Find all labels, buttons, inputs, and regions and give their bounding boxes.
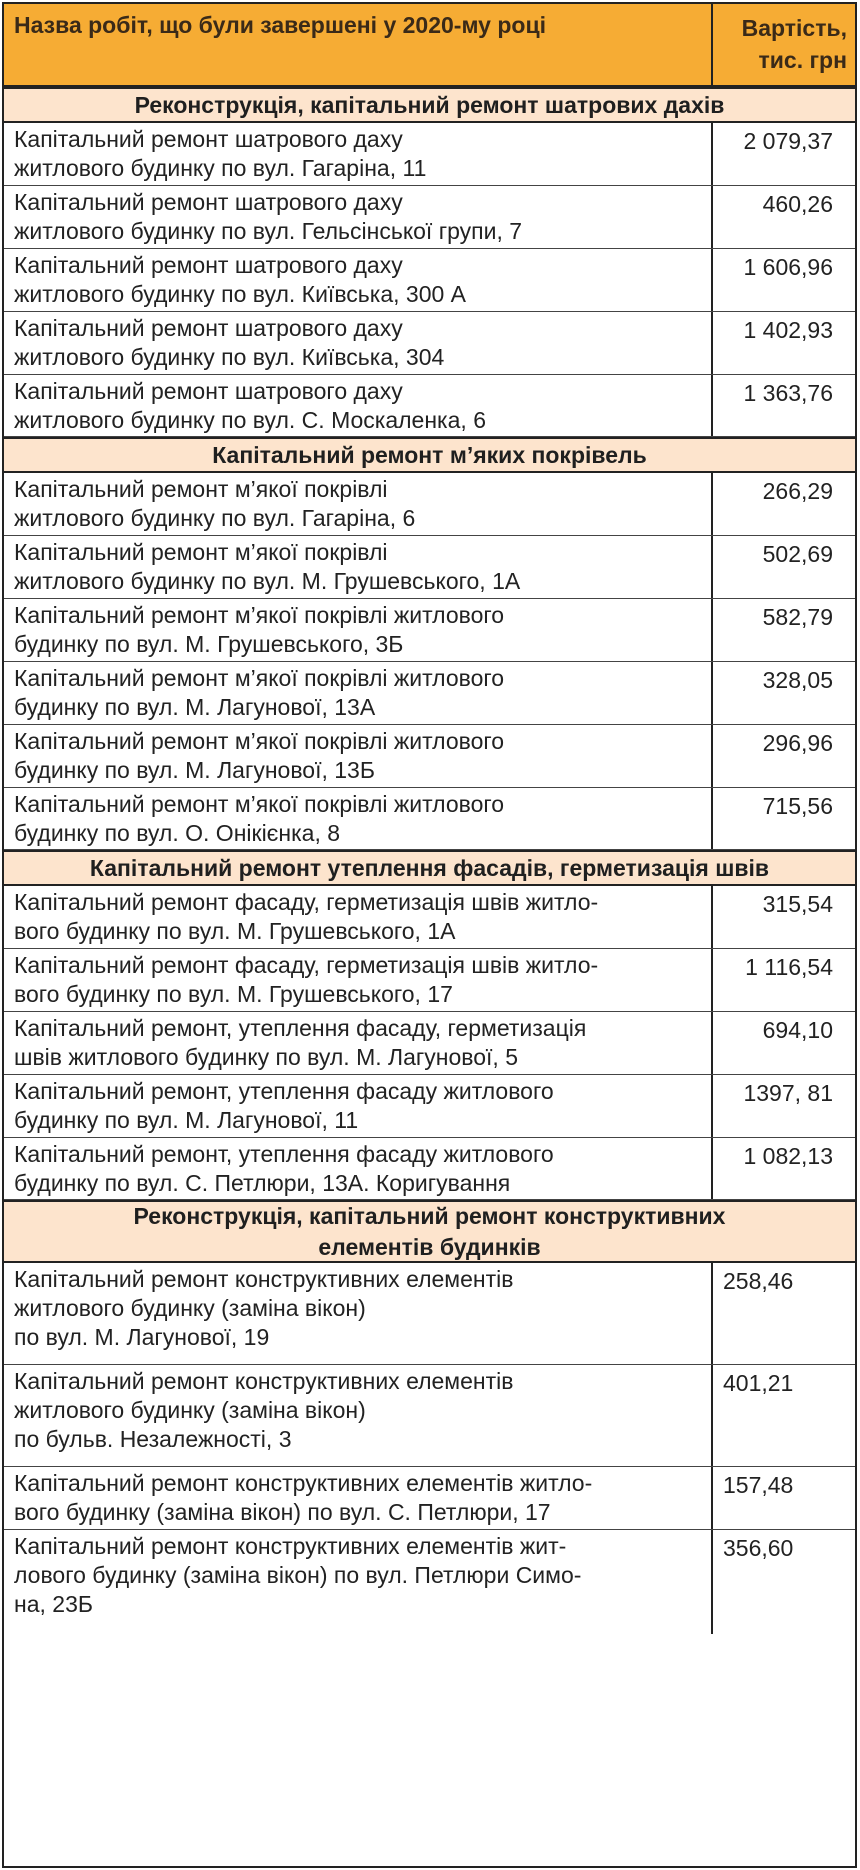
table-row <box>4 312 855 375</box>
row-name <box>4 1012 713 1074</box>
row-name-line: Капітальний ремонт м’якої покрівлі <box>14 476 388 502</box>
row-name-line: житлового будинку по вул. Гельсінської групи, 7 <box>14 218 523 244</box>
table-row <box>4 599 855 662</box>
row-name-line: швів житлового будинку по вул. М. Лагунової, 5 <box>14 1044 518 1070</box>
row-name-line: будинку по вул. О. Онікієнка, 8 <box>14 820 341 846</box>
row-name-line: будинку по вул. М. Лагунової, 13А <box>14 694 376 720</box>
row-cost: 694,10 <box>762 1017 833 1043</box>
row-name <box>4 536 713 598</box>
row-cost: 1 082,13 <box>743 1143 833 1169</box>
row-name-line: Капітальний ремонт фасаду, герметизація швів житло- <box>14 952 599 978</box>
row-name <box>4 375 713 436</box>
header-cost-line2: тис. грн <box>758 47 847 73</box>
row-cost: 315,54 <box>762 891 833 917</box>
table-row <box>4 186 855 249</box>
row-cost: 258,46 <box>723 1268 794 1294</box>
row-name <box>4 473 713 535</box>
row-name <box>4 1365 713 1466</box>
row-name-line: Капітальний ремонт м’якої покрівлі житлового <box>14 665 505 691</box>
row-name <box>4 949 713 1011</box>
row-name-line: будинку по вул. М. Лагунової, 11 <box>14 1107 359 1133</box>
row-name-line: Капітальний ремонт м’якої покрівлі житлового <box>14 791 505 817</box>
row-name <box>4 249 713 311</box>
row-cost: 502,69 <box>762 541 833 567</box>
row-name-line: Капітальний ремонт м’якої покрівлі житлового <box>14 602 505 628</box>
row-name-line: будинку по вул. С. Петлюри, 13А. Коригування <box>14 1170 511 1196</box>
row-name <box>4 599 713 661</box>
section-title <box>4 1200 855 1263</box>
row-name-line: Капітальний ремонт, утеплення фасаду житлового <box>14 1141 554 1167</box>
row-cost: 296,96 <box>762 730 833 756</box>
row-name-line: будинку по вул. М. Грушевського, 3Б <box>14 631 404 657</box>
row-name <box>4 662 713 724</box>
row-name-line: вого будинку по вул. М. Грушевського, 1А <box>14 918 456 944</box>
row-name-line: лового будинку (заміна вікон) по вул. Петлюри Симо- <box>14 1562 582 1588</box>
row-name-line: по вул. М. Лагунової, 19 <box>14 1324 270 1350</box>
table-row <box>4 249 855 312</box>
row-name-line: Капітальний ремонт конструктивних елементів <box>14 1266 514 1292</box>
table-row <box>4 1138 855 1200</box>
row-name <box>4 1075 713 1137</box>
row-cost: 1 402,93 <box>743 317 833 343</box>
row-name-line: на, 23Б <box>14 1591 93 1617</box>
table-row <box>4 725 855 788</box>
row-name-line: Капітальний ремонт шатрового даху <box>14 315 403 341</box>
row-name-line: житлового будинку по вул. С. Москаленка, 6 <box>14 407 486 433</box>
table-row <box>4 1075 855 1138</box>
row-cost: 266,29 <box>762 478 833 504</box>
section-title-line: Реконструкція, капітальний ремонт конструктивних <box>133 1202 726 1229</box>
row-name <box>4 186 713 248</box>
row-name-line: будинку по вул. М. Лагунової, 13Б <box>14 757 375 783</box>
row-name-line: Капітальний ремонт конструктивних елементів житло- <box>14 1470 593 1496</box>
table-row <box>4 1263 855 1365</box>
row-name-line: житлового будинку по вул. М. Грушевського, 1А <box>14 568 521 594</box>
row-name-line: житлового будинку по вул. Гагаріна, 11 <box>14 155 427 181</box>
row-cost: 460,26 <box>762 191 833 217</box>
row-name-line: вого будинку (заміна вікон) по вул. С. Петлюри, 17 <box>14 1499 551 1525</box>
table-row <box>4 1012 855 1075</box>
table-row <box>4 886 855 949</box>
row-name-line: Капітальний ремонт шатрового даху <box>14 189 403 215</box>
row-name-line: Капітальний ремонт м’якої покрівлі <box>14 539 388 565</box>
row-name <box>4 1263 713 1364</box>
table-row <box>4 123 855 186</box>
row-name <box>4 886 713 948</box>
row-name <box>4 1530 713 1634</box>
row-name-line: житлового будинку (заміна вікон) <box>14 1397 366 1423</box>
row-cost: 582,79 <box>762 604 833 630</box>
table-header <box>4 4 855 87</box>
row-name-line: Капітальний ремонт шатрового даху <box>14 378 403 404</box>
table-row <box>4 1530 855 1634</box>
section-title: Капітальний ремонт утеплення фасадів, герметизація швів <box>4 850 855 886</box>
table-row <box>4 788 855 850</box>
row-cost: 1397, 81 <box>743 1080 833 1106</box>
row-cost: 356,60 <box>723 1535 794 1561</box>
header-cost-line1: Вартість, <box>741 15 847 41</box>
row-name-line: Капітальний ремонт, утеплення фасаду, герметизація <box>14 1015 587 1041</box>
row-name-line: житлового будинку по вул. Київська, 300 А <box>14 281 467 307</box>
row-cost: 1 116,54 <box>745 954 833 980</box>
table-row <box>4 662 855 725</box>
table-row <box>4 536 855 599</box>
row-name-line: Капітальний ремонт конструктивних елементів <box>14 1368 514 1394</box>
row-name-line: Капітальний ремонт шатрового даху <box>14 126 403 152</box>
works-table <box>2 2 857 1868</box>
table-row <box>4 473 855 536</box>
row-cost: 2 079,37 <box>743 128 833 154</box>
row-cost: 401,21 <box>723 1370 794 1396</box>
row-name-line: Капітальний ремонт шатрового даху <box>14 252 403 278</box>
row-name <box>4 788 713 849</box>
row-name-line: Капітальний ремонт конструктивних елементів жит- <box>14 1533 567 1559</box>
table-row <box>4 949 855 1012</box>
row-name <box>4 312 713 374</box>
section-title: Капітальний ремонт м’яких покрівель <box>4 437 855 473</box>
table-row <box>4 1467 855 1530</box>
row-cost: 328,05 <box>762 667 833 693</box>
header-cost <box>713 4 855 85</box>
row-name-line: житлового будинку по вул. Гагаріна, 6 <box>14 505 416 531</box>
section-title-line: елементів будинків <box>318 1233 541 1260</box>
row-name <box>4 725 713 787</box>
row-name-line: житлового будинку (заміна вікон) <box>14 1295 366 1321</box>
row-name-line: житлового будинку по вул. Київська, 304 <box>14 344 445 370</box>
row-cost: 1 363,76 <box>743 380 833 406</box>
row-name-line: Капітальний ремонт м’якої покрівлі житлового <box>14 728 505 754</box>
row-name-line: Капітальний ремонт фасаду, герметизація швів житло- <box>14 889 599 915</box>
row-name-line: вого будинку по вул. М. Грушевського, 17 <box>14 981 453 1007</box>
table-row <box>4 1365 855 1467</box>
section-title: Реконструкція, капітальний ремонт шатрових дахів <box>4 87 855 123</box>
header-name: Назва робіт, що були завершені у 2020-му році <box>4 4 713 85</box>
row-cost: 715,56 <box>762 793 833 819</box>
row-name-line: по бульв. Незалежності, 3 <box>14 1426 292 1452</box>
row-name-line: Капітальний ремонт, утеплення фасаду житлового <box>14 1078 554 1104</box>
row-name <box>4 1138 713 1199</box>
row-name <box>4 123 713 185</box>
row-name <box>4 1467 713 1529</box>
table-row <box>4 375 855 437</box>
row-cost: 157,48 <box>723 1472 794 1498</box>
row-cost: 1 606,96 <box>743 254 833 280</box>
